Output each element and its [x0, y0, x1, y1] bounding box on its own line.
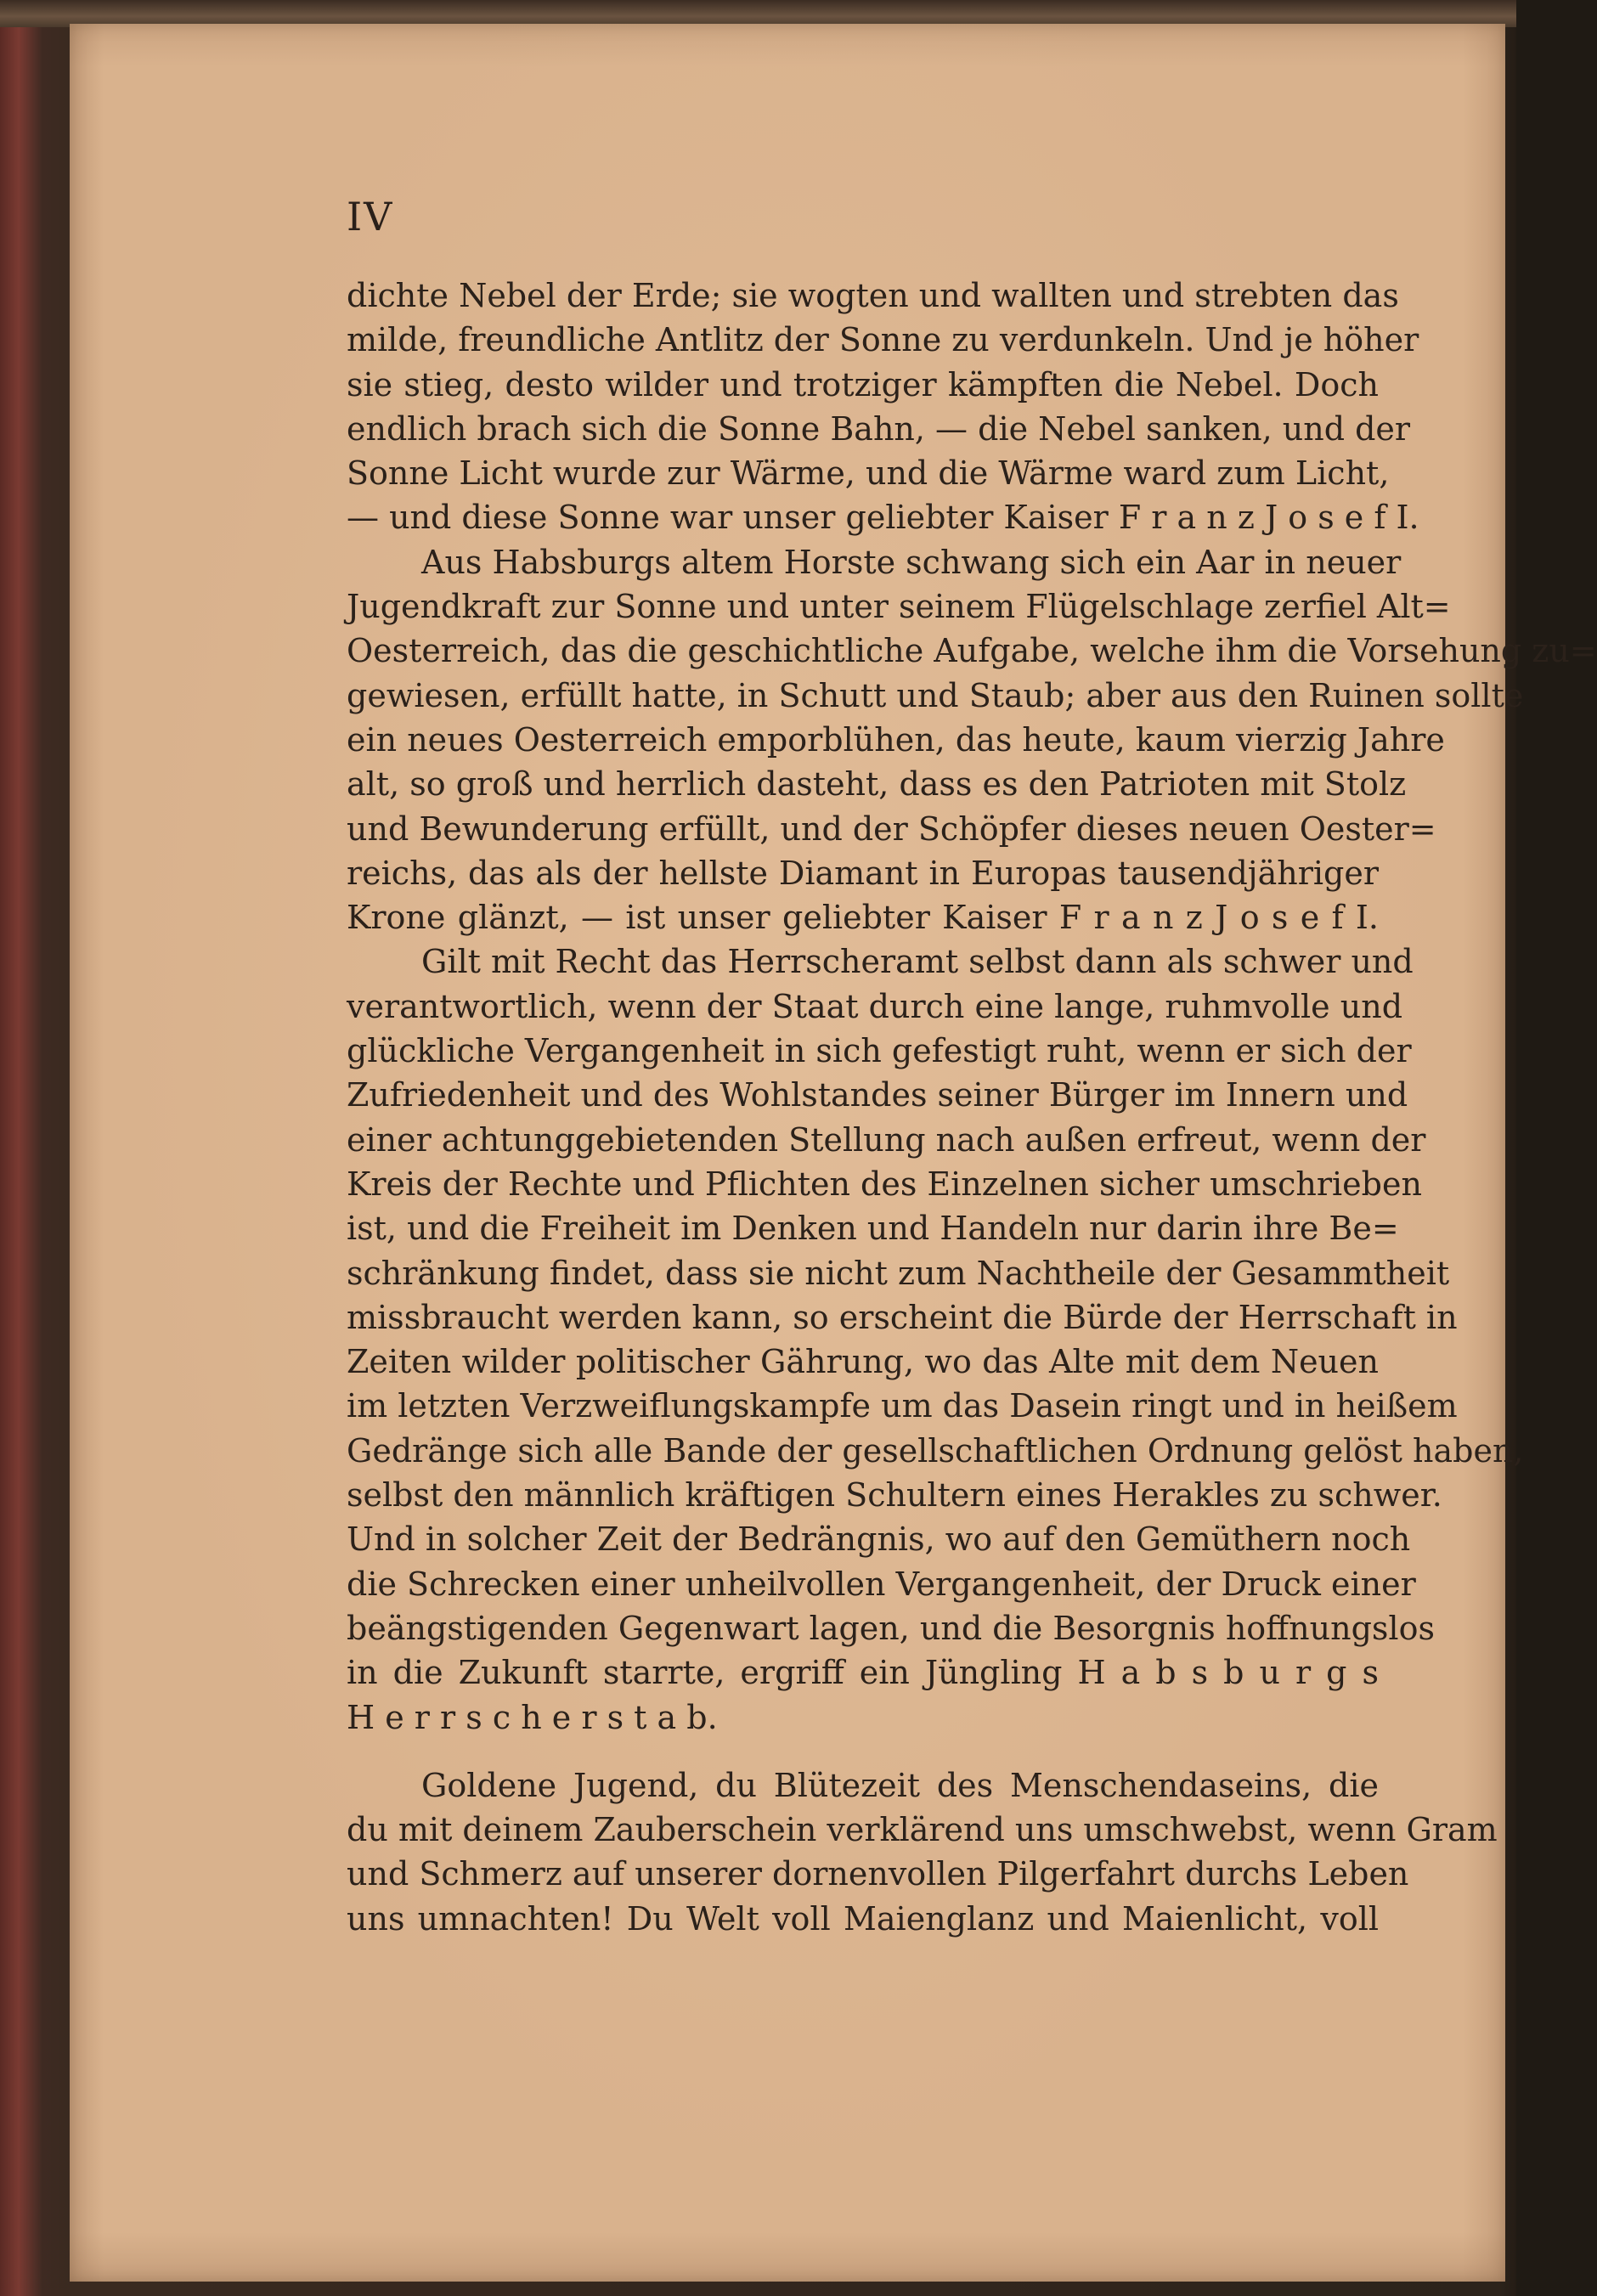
text-line: schränkung findet, dass sie nicht zum Nachtheile der Gesammtheit [347, 1254, 1450, 1292]
text-line: Zufriedenheit und des Wohlstandes seiner Bürger im Innern und [347, 1076, 1408, 1114]
text-line: Sonne Licht wurde zur Wärme, und die Wärme ward zum Licht, [347, 454, 1390, 493]
text-line: sie stieg, desto wilder und trotziger kämpften die Nebel. Doch [347, 365, 1379, 403]
text-line: Goldene Jugend, du Blütezeit des Menschendaseins, die [421, 1766, 1379, 1804]
text-line: in die Zukunft starrte, ergriff ein Jüngling H a b s b u r g s [347, 1654, 1379, 1692]
text-line: Krone glänzt, — ist unser geliebter Kaiser F r a n z J o s e f I. [347, 899, 1379, 937]
text-line: die Schrecken einer unheilvollen Vergangenheit, der Druck einer [347, 1565, 1416, 1603]
text-line: du mit deinem Zauberschein verklärend uns umschwebst, wenn Gram [347, 1811, 1498, 1849]
paragraph-gap [347, 1740, 1379, 1763]
text-line: Kreis der Rechte und Pflichten des Einzelnen sicher umschrieben [347, 1165, 1422, 1203]
text-line: selbst den männlich kräftigen Schultern eines Herakles zu schwer. [347, 1476, 1442, 1515]
text-line: beängstigenden Gegenwart lagen, und die Besorgnis hoffnungslos [347, 1609, 1435, 1647]
text-line: Oesterreich, das die geschichtliche Aufgabe, welche ihm die Vorsehung zu= [347, 632, 1597, 670]
text-line: endlich brach sich die Sonne Bahn, — die Nebel sanken, und der [347, 409, 1411, 448]
page-text [347, 274, 1597, 1941]
text-line: ein neues Oesterreich emporblühen, das heute, kaum vierzig Jahre [347, 720, 1445, 759]
text-line: — und diese Sonne war unser geliebter Kaiser F r a n z J o s e f I. [347, 499, 1419, 537]
text-line: Aus Habsburgs altem Horste schwang sich ein Aar in neuer [421, 543, 1402, 581]
text-line: dichte Nebel der Erde; sie wogten und wallten und strebten das [347, 277, 1399, 314]
text-line: und Bewunderung erfüllt, und der Schöpfer dieses neuen Oester= [347, 810, 1436, 848]
text-line: Gilt mit Recht das Herrscheramt selbst dann als schwer und [421, 943, 1414, 981]
text-line: H e r r s c h e r s t a b. [347, 1698, 718, 1736]
text-line: milde, freundliche Antlitz der Sonne zu verdunkeln. Und je höher [347, 321, 1419, 359]
text-line: glückliche Vergangenheit in sich gefestigt ruht, wenn er sich der [347, 1032, 1412, 1070]
text-line: reichs, das als der hellste Diamant in Europas tausendjähriger [347, 854, 1379, 892]
text-line: im letzten Verzweiflungskampfe um das Dasein ringt und in heißem [347, 1387, 1458, 1425]
text-line: Und in solcher Zeit der Bedrängnis, wo auf den Gemüthern noch [347, 1520, 1411, 1559]
text-line: einer achtunggebietenden Stellung nach außen erfreut, wenn der [347, 1120, 1426, 1159]
text-line: und Schmerz auf unserer dornenvollen Pilgerfahrt durchs Leben [347, 1855, 1409, 1893]
text-line: missbraucht werden kann, so erscheint die Bürde der Herrschaft in [347, 1298, 1458, 1336]
text-line: ist, und die Freiheit im Denken und Handeln nur darin ihre Be= [347, 1210, 1399, 1248]
page-number: IV [347, 194, 394, 240]
text-line: Gedränge sich alle Bande der gesellschaftlichen Ordnung gelöst haben, [347, 1431, 1524, 1470]
text-line: Zeiten wilder politischer Gährung, wo das Alte mit dem Neuen [347, 1343, 1379, 1381]
text-line: uns umnachten! Du Welt voll Maienglanz und Maienlicht, voll [347, 1899, 1379, 1938]
text-line: gewiesen, erfüllt hatte, in Schutt und Staub; aber aus den Ruinen sollte [347, 676, 1524, 714]
text-line: Jugendkraft zur Sonne und unter seinem Flügelschlage zerfiel Alt= [347, 588, 1451, 626]
text-line: alt, so groß und herrlich dasteht, dass es den Patrioten mit Stolz [347, 765, 1407, 804]
text-line: verantwortlich, wenn der Staat durch eine lange, ruhmvolle und [347, 987, 1403, 1025]
